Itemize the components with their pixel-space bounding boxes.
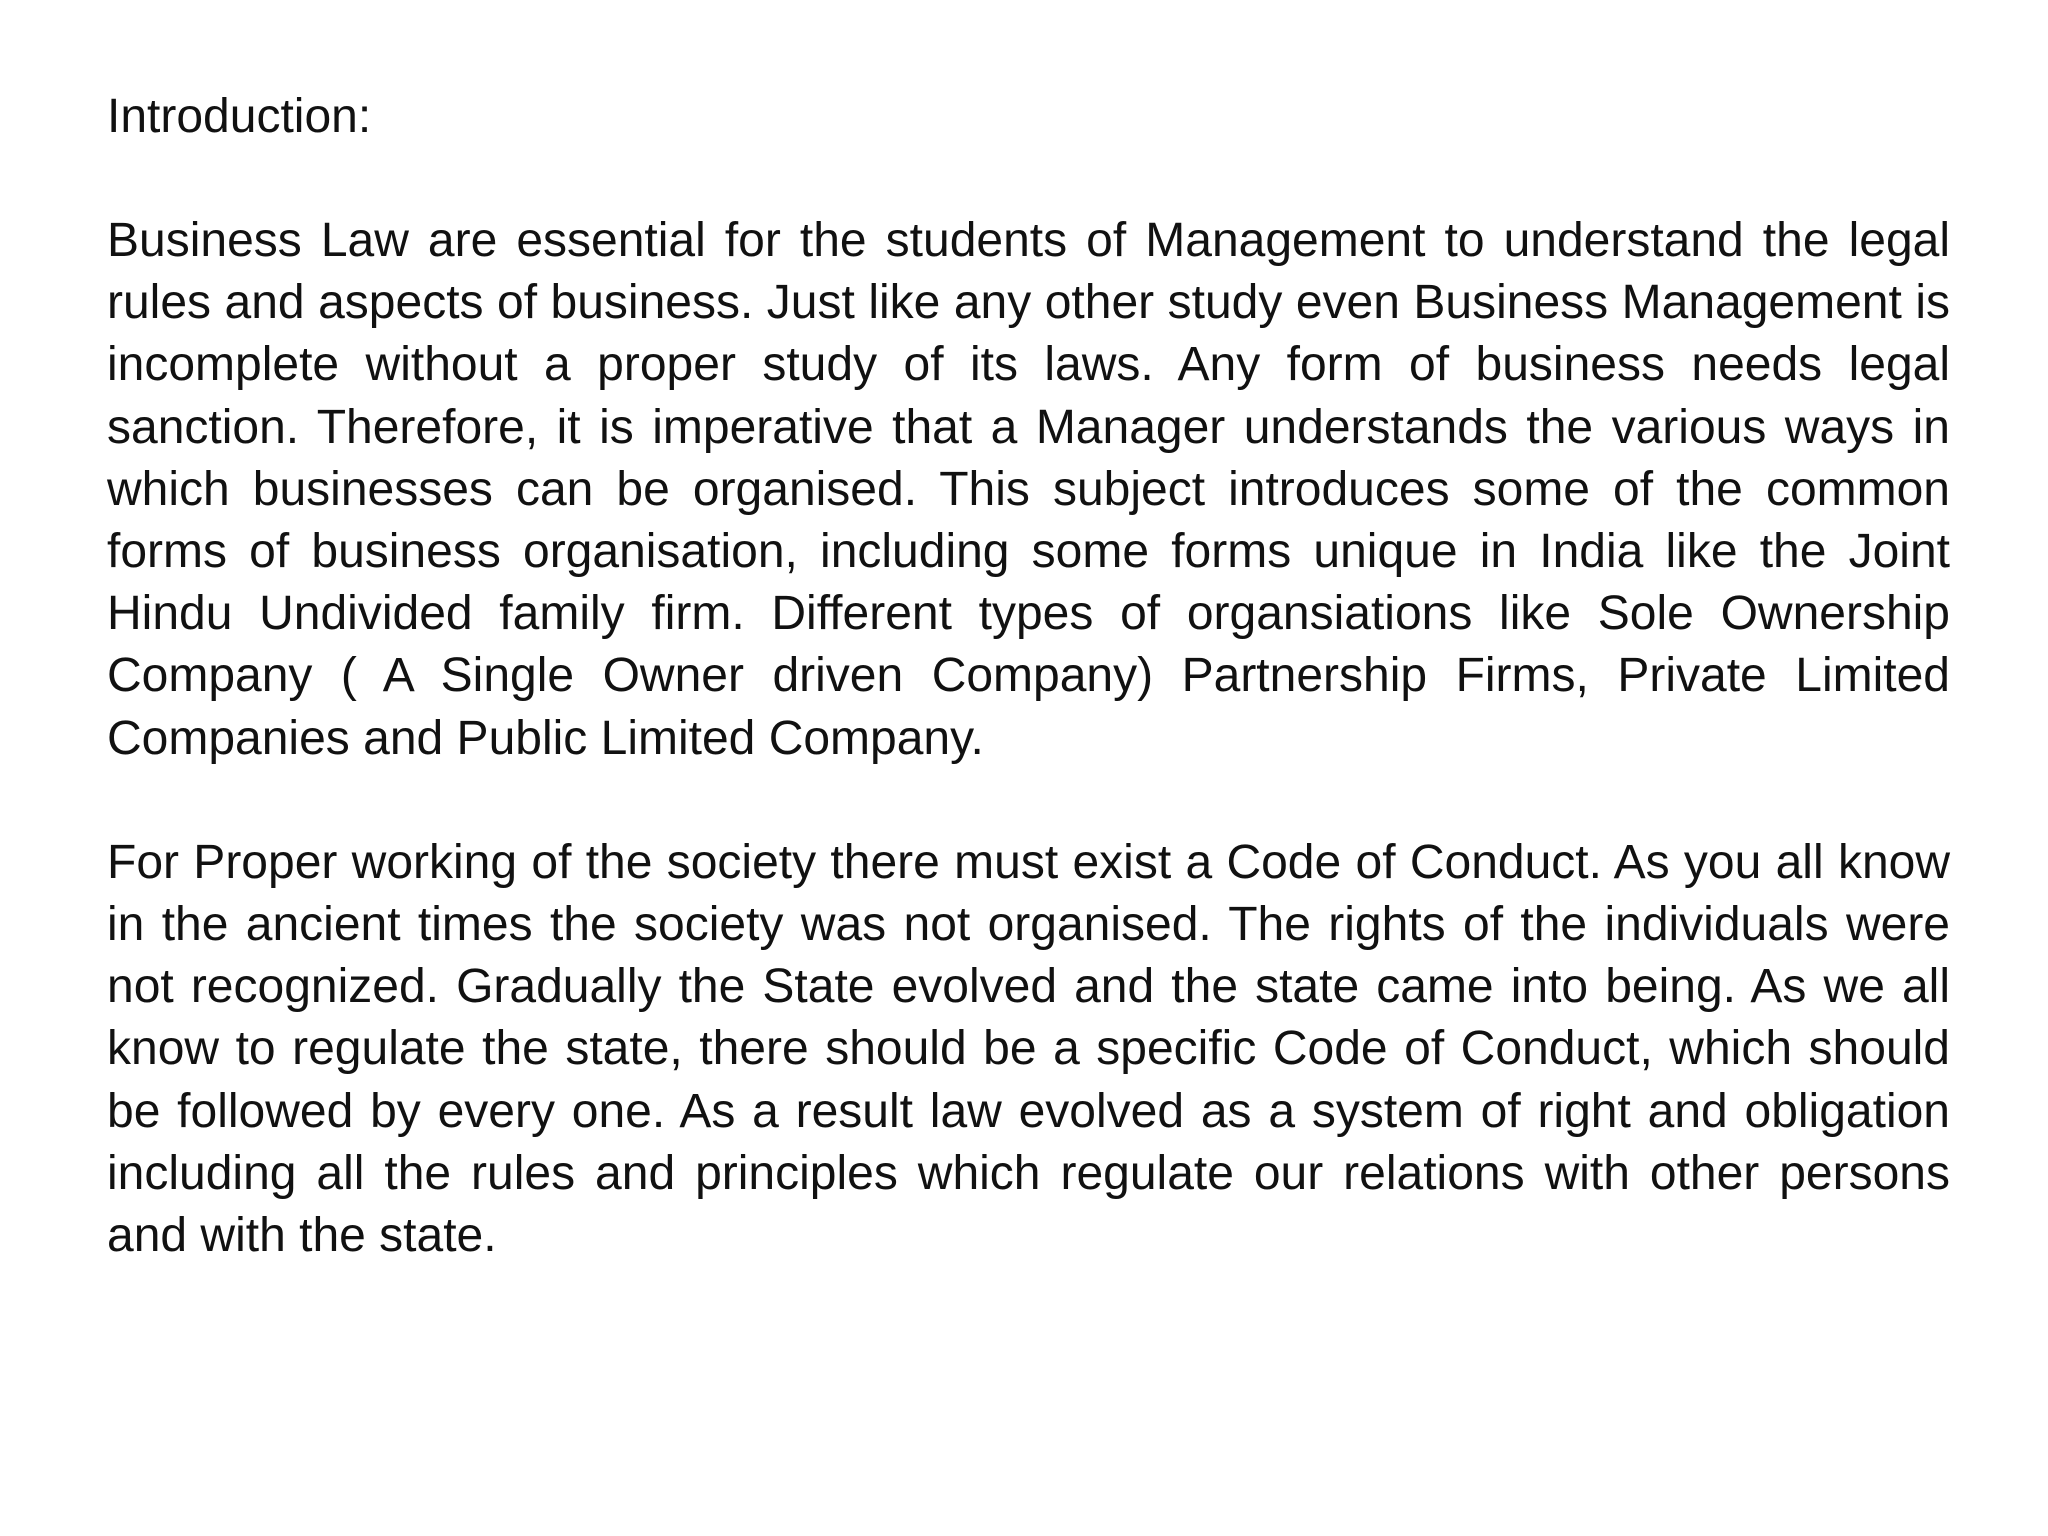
document-page <box>107 86 1950 1267</box>
spacer <box>107 148 1950 210</box>
paragraph-code-of-conduct: For Proper working of the society there must exist a Code of Conduct. As you all know in the ancient times the society was not organised. The rights of the individuals were not recognized. Gradually the State evolved and the state came into being. As we all know to regulate the state, there should be a specific Code of Conduct, which should be followed by every one. As a result law evolved as a system of right and obligation including all the rules and principles which regulate our relations with other persons and with the state. <box>107 835 1950 1263</box>
document-heading: Introduction: <box>107 90 372 143</box>
spacer <box>107 770 1950 832</box>
paragraph-business-law: Business Law are essential for the students of Management to understand the legal rules and aspects of business. Just like any other study even Business Management is incomplete without a proper study of its laws. Any form of business needs legal sanction. Therefore, it is imperative that a Manager understands the various ways in which businesses can be organised. This subject introduces some of the common forms of business organisation, including some forms unique in India like the Joint Hindu Undivided family firm. Different types of organsiations like Sole Ownership Company ( A Single Owner driven Company) Partnership Firms, Private Limited Companies and Public Limited Company. <box>107 214 1950 765</box>
